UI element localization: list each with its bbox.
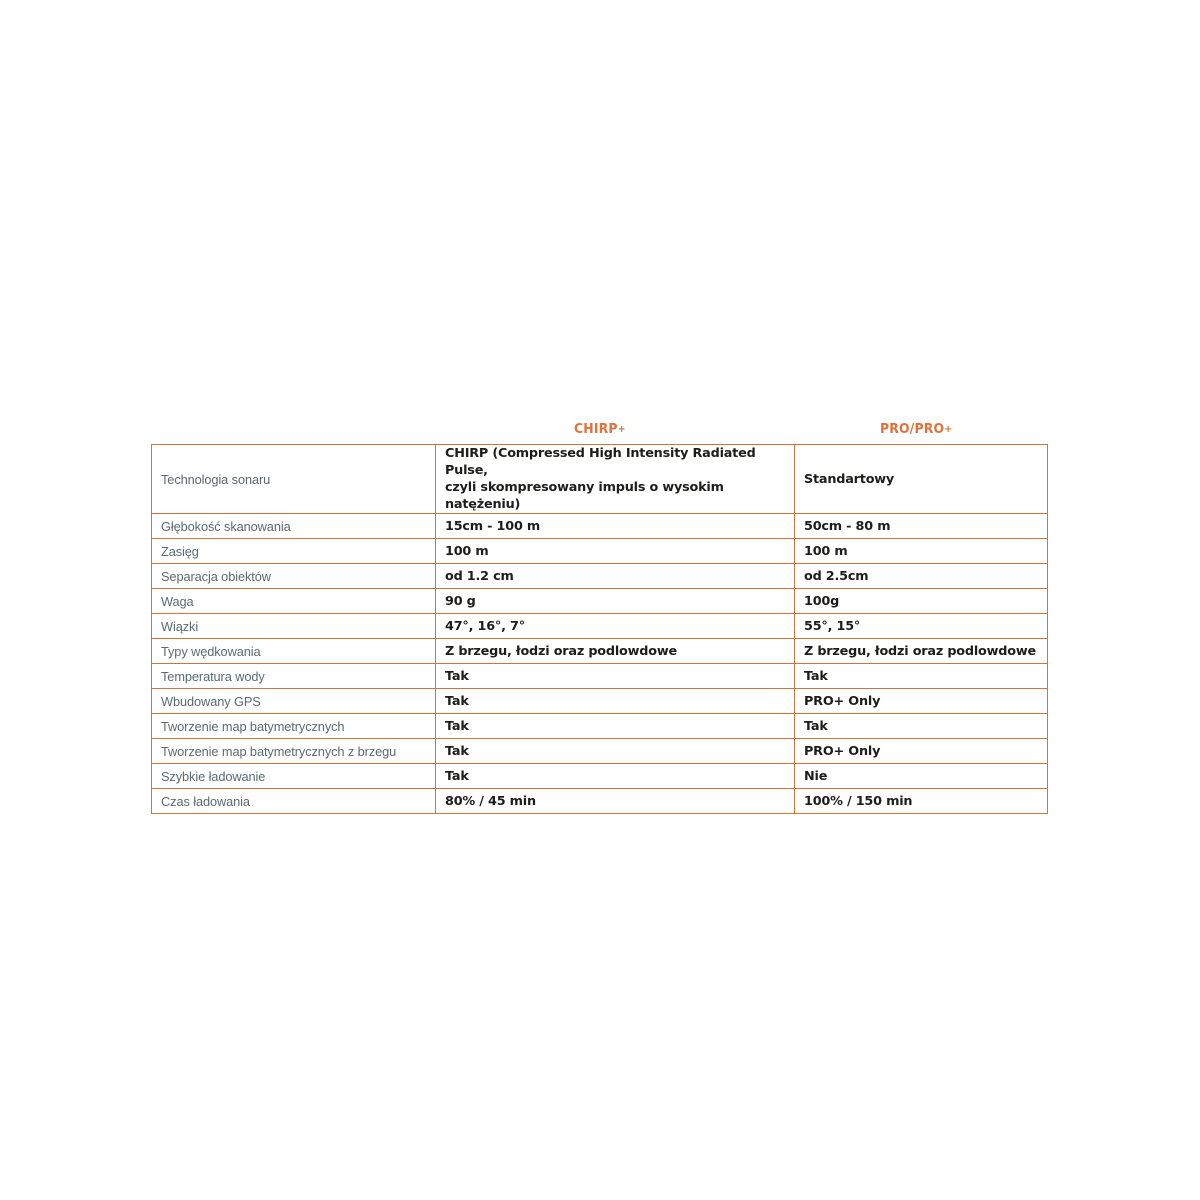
spec-value-pro: od 2.5cm [795,564,1048,589]
spec-label: Zasięg [152,539,436,564]
table-row [152,639,1048,664]
spec-value-chirp: od 1.2 cm [436,564,795,589]
spec-value-chirp: Tak [436,664,795,689]
spec-value-chirp: 80% / 45 min [436,789,795,814]
spec-value-chirp-line1: CHIRP (Compressed High Intensity Radiated Pulse, [445,446,756,478]
specification-table [151,444,1048,814]
column-header-pro-plus: + [944,424,953,435]
spec-value-pro: Tak [795,664,1048,689]
table-row [152,739,1048,764]
spec-label: Czas ładowania [152,789,436,814]
spec-label: Wiązki [152,614,436,639]
spec-label: Typy wędkowania [152,639,436,664]
column-headers [151,420,1047,444]
column-header-chirp [574,420,626,439]
spec-label: Separacja obiektów [152,564,436,589]
spec-value-chirp-line2: czyli skompresowany impuls o wysokim natężeniu) [445,480,724,512]
spec-value-pro: 100% / 150 min [795,789,1048,814]
spec-value-chirp [436,445,795,514]
table-row [152,514,1048,539]
spec-value-pro: 50cm - 80 m [795,514,1048,539]
spec-value-chirp: 90 g [436,589,795,614]
product-comparison-block [151,420,1047,814]
spec-value-pro: PRO+ Only [795,689,1048,714]
table-row [152,445,1048,514]
column-header-pro [880,420,952,439]
spec-value-pro: 100g [795,589,1048,614]
table-row [152,589,1048,614]
spec-value-chirp: 15cm - 100 m [436,514,795,539]
spec-value-pro: Nie [795,764,1048,789]
table-row [152,764,1048,789]
spec-value-pro: Standartowy [795,445,1048,514]
spec-label: Temperatura wody [152,664,436,689]
spec-value-pro: 55°, 15° [795,614,1048,639]
table-row [152,714,1048,739]
spec-value-chirp: Tak [436,714,795,739]
spec-label: Wbudowany GPS [152,689,436,714]
table-row [152,564,1048,589]
spec-value-pro: 100 m [795,539,1048,564]
spec-value-chirp: Tak [436,764,795,789]
spec-value-chirp: Tak [436,739,795,764]
spec-label: Głębokość skanowania [152,514,436,539]
spec-value-pro: PRO+ Only [795,739,1048,764]
column-header-pro-label: PRO/PRO [880,421,945,437]
spec-value-chirp: Tak [436,689,795,714]
spec-value-pro: Z brzegu, łodzi oraz podlowdowe [795,639,1048,664]
spec-label: Waga [152,589,436,614]
table-row [152,539,1048,564]
spec-label: Technologia sonaru [152,445,436,514]
table-row [152,789,1048,814]
spec-value-pro: Tak [795,714,1048,739]
column-header-chirp-plus: + [617,424,626,435]
table-row [152,664,1048,689]
spec-value-chirp: Z brzegu, łodzi oraz podlowdowe [436,639,795,664]
spec-label: Tworzenie map batymetrycznych z brzegu [152,739,436,764]
spec-value-chirp: 100 m [436,539,795,564]
spec-label: Tworzenie map batymetrycznych [152,714,436,739]
spec-value-chirp: 47°, 16°, 7° [436,614,795,639]
table-row [152,614,1048,639]
column-header-chirp-label: CHIRP [574,421,618,437]
spec-label: Szybkie ładowanie [152,764,436,789]
table-row [152,689,1048,714]
